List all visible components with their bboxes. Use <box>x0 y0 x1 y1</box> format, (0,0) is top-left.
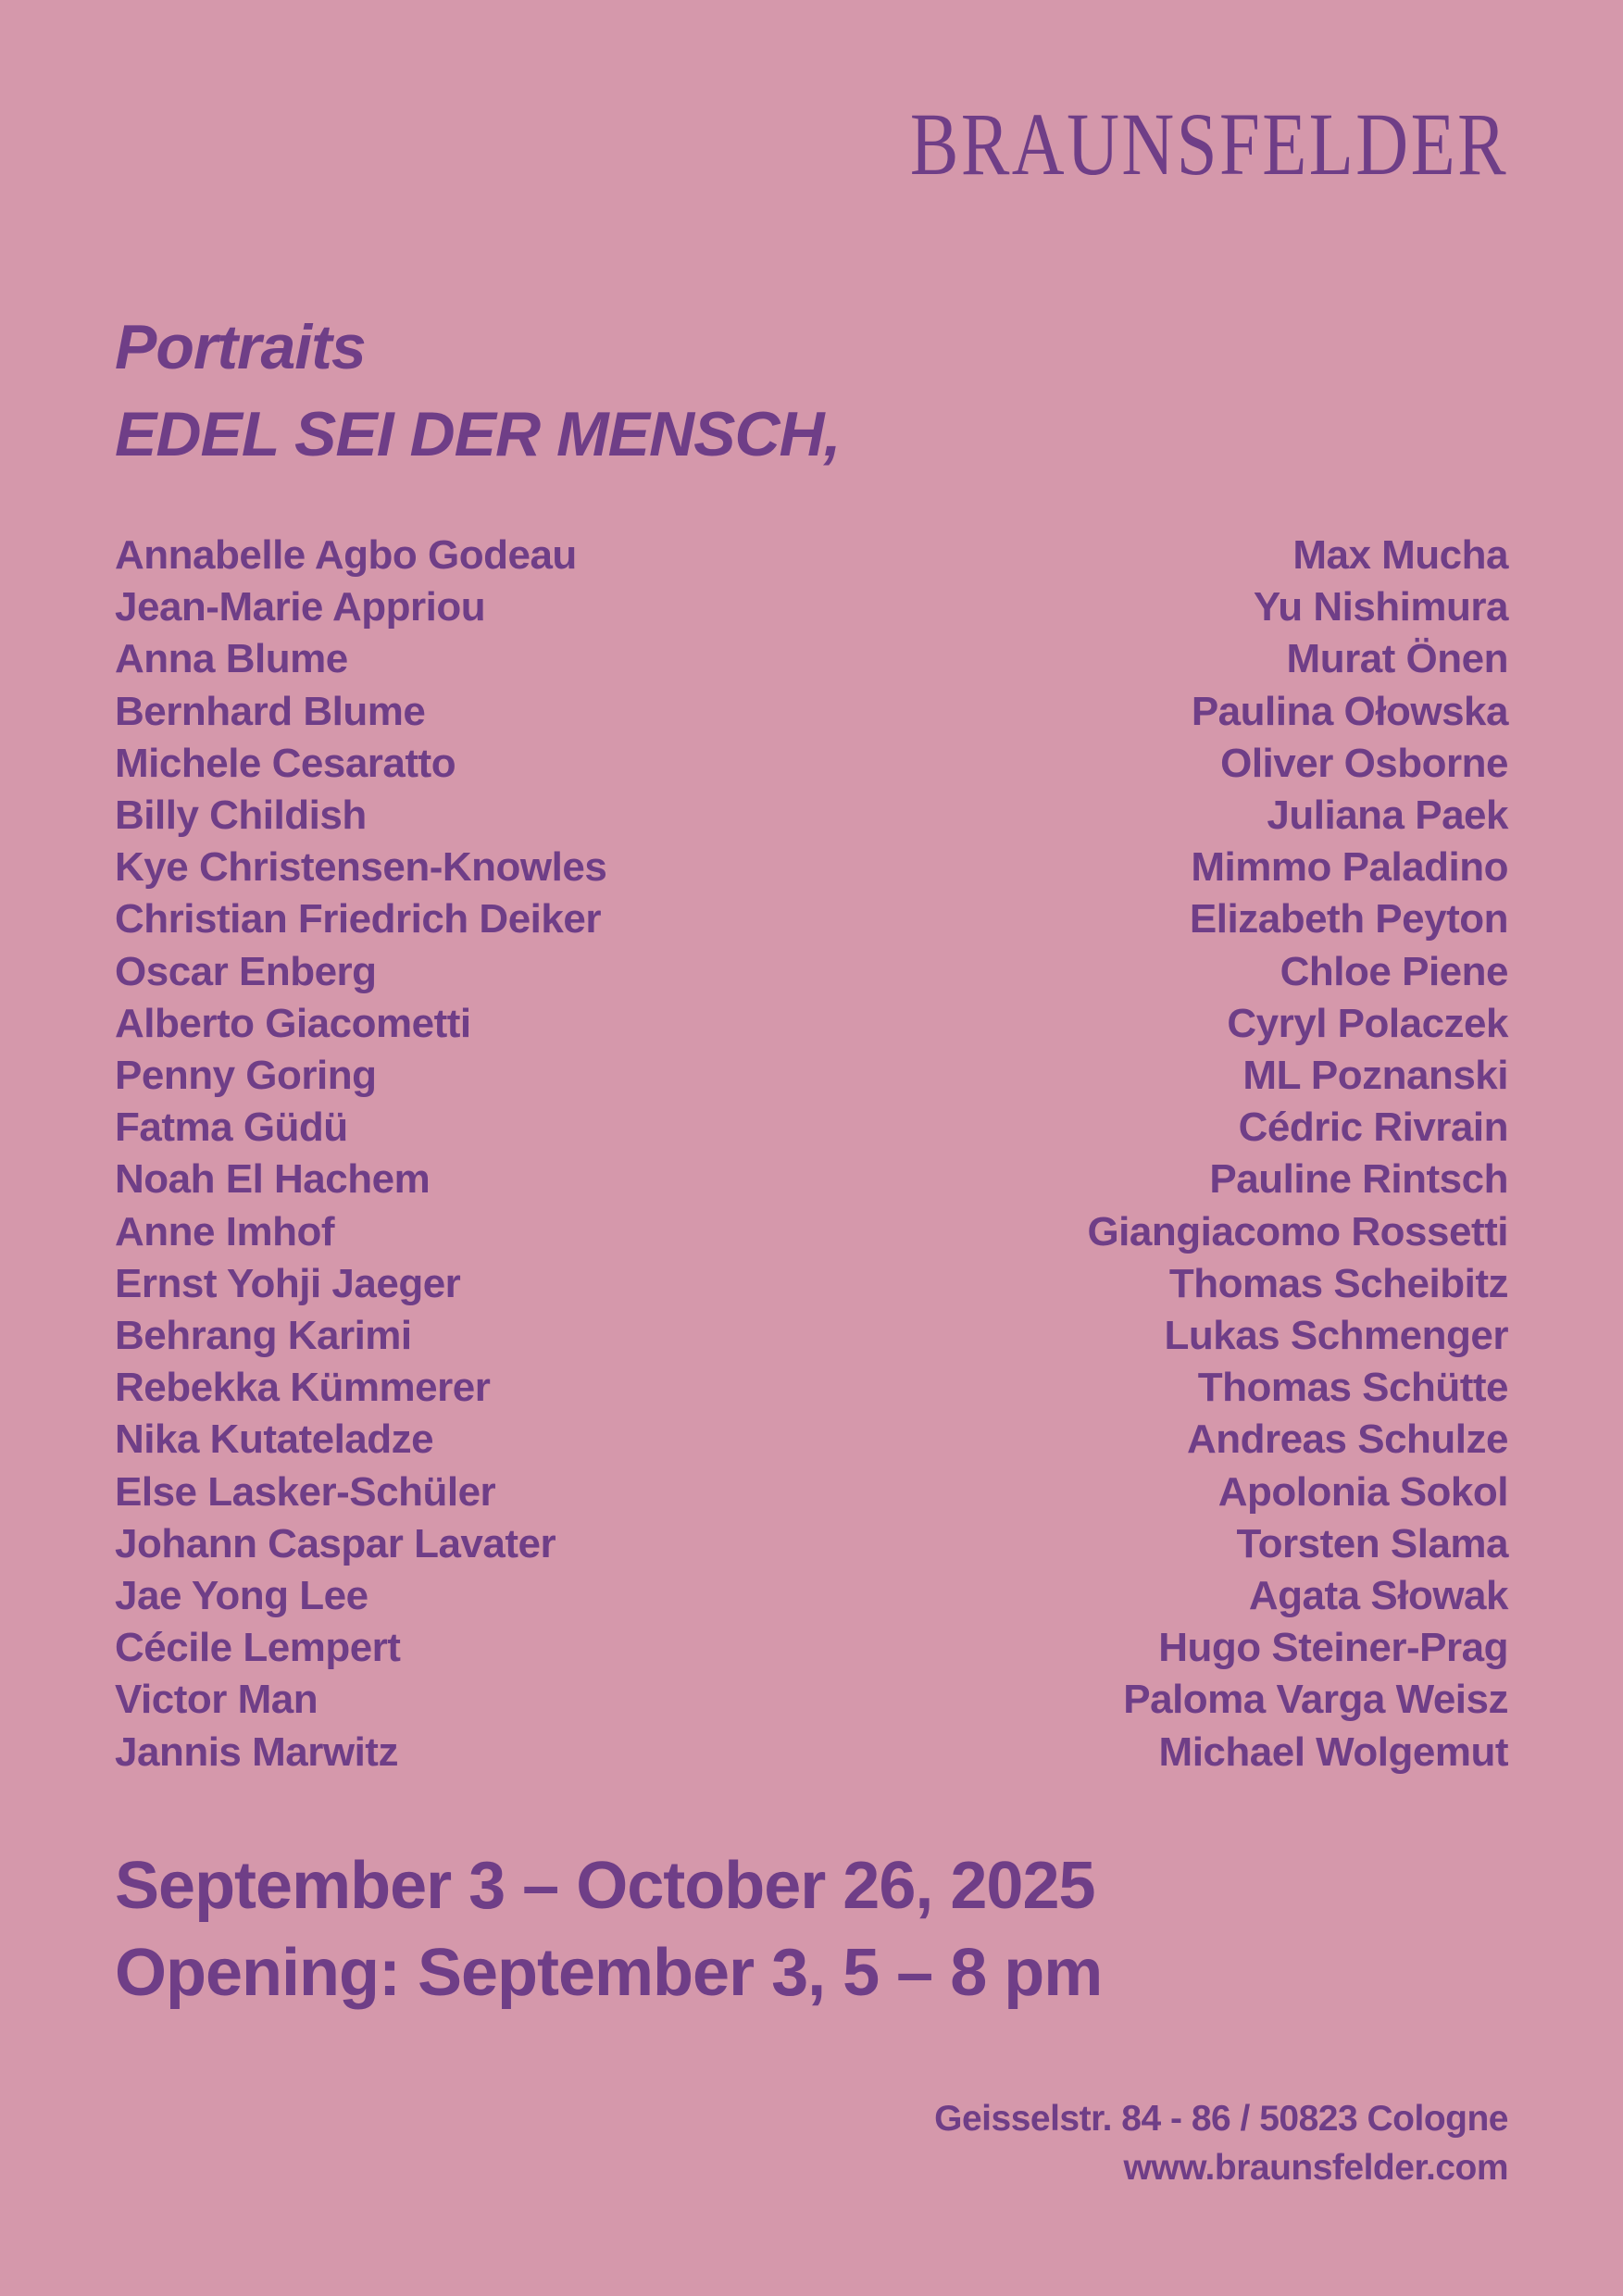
artist-name: Cédric Rivrain <box>1238 1104 1508 1151</box>
artist-name: Anna Blume <box>115 636 348 682</box>
artist-name: Behrang Karimi <box>115 1313 412 1359</box>
gallery-contact <box>934 2094 1508 2192</box>
artist-name: Pauline Rintsch <box>1209 1156 1508 1203</box>
artist-name: Mimmo Paladino <box>1191 844 1508 891</box>
artist-name: Victor Man <box>115 1677 318 1723</box>
address: Geisselstr. 84 - 86 / 50823 Cologne <box>934 2099 1508 2139</box>
artist-name: Michele Cesaratto <box>115 740 456 786</box>
artist-name: Bernhard Blume <box>115 688 426 734</box>
artist-name: Elizabeth Peyton <box>1189 896 1508 942</box>
artist-name: Oscar Enberg <box>115 948 377 994</box>
title-line-portraits: Portraits <box>115 312 366 382</box>
artist-name: Ernst Yohji Jaeger <box>115 1260 461 1306</box>
artist-name: Nika Kutateladze <box>115 1416 434 1463</box>
artist-column-right <box>1087 530 1508 1778</box>
artist-name: Johann Caspar Lavater <box>115 1520 556 1566</box>
artist-name: Murat Önen <box>1286 636 1508 682</box>
artist-name: Cécile Lempert <box>115 1625 401 1671</box>
artist-name: Paloma Varga Weisz <box>1123 1677 1508 1723</box>
artist-list <box>115 530 1508 1778</box>
artist-name: Rebekka Kümmerer <box>115 1365 491 1411</box>
artist-name: Penny Goring <box>115 1053 377 1099</box>
artist-name: Kye Christensen-Knowles <box>115 844 607 891</box>
exhibition-dates <box>115 1842 1102 2016</box>
website-link[interactable]: www.braunsfelder.com <box>1123 2148 1508 2188</box>
artist-name: Noah El Hachem <box>115 1156 431 1203</box>
artist-name: Annabelle Agbo Godeau <box>115 532 577 578</box>
artist-name: Jae Yong Lee <box>115 1573 368 1619</box>
artist-name: Cyryl Polaczek <box>1227 1000 1508 1046</box>
run-dates: September 3 – October 26, 2025 <box>115 1849 1095 1923</box>
artist-name: Christian Friedrich Deiker <box>115 896 601 942</box>
artist-name: Torsten Slama <box>1236 1520 1508 1566</box>
artist-name: Chloe Piene <box>1280 948 1508 994</box>
artist-name: Agata Słowak <box>1248 1573 1508 1619</box>
artist-name: Paulina Ołowska <box>1191 688 1508 734</box>
artist-name: Thomas Schütte <box>1197 1365 1508 1411</box>
artist-name: Alberto Giacometti <box>115 1000 471 1046</box>
artist-name: Juliana Paek <box>1267 792 1508 839</box>
artist-name: Andreas Schulze <box>1186 1416 1508 1463</box>
artist-name: Giangiacomo Rossetti <box>1087 1208 1508 1254</box>
artist-name: Anne Imhof <box>115 1208 334 1254</box>
opening-info: Opening: September 3, 5 – 8 pm <box>115 1936 1103 2010</box>
artist-name: Michael Wolgemut <box>1158 1728 1508 1775</box>
artist-name: Hugo Steiner-Prag <box>1158 1625 1508 1671</box>
gallery-logo: BRAUNSFELDER <box>909 94 1508 193</box>
artist-name: Else Lasker-Schüler <box>115 1468 496 1515</box>
artist-column-left <box>115 530 606 1778</box>
artist-name: Lukas Schmenger <box>1164 1313 1508 1359</box>
artist-name: ML Poznanski <box>1242 1053 1508 1099</box>
artist-name: Fatma Güdü <box>115 1104 348 1151</box>
artist-name: Jannis Marwitz <box>115 1728 398 1775</box>
artist-name: Oliver Osborne <box>1220 740 1508 786</box>
title-line-subtitle: EDEL SEI DER MENSCH, <box>115 399 841 469</box>
artist-name: Thomas Scheibitz <box>1168 1260 1508 1306</box>
artist-name: Yu Nishimura <box>1253 584 1508 630</box>
artist-name: Apolonia Sokol <box>1217 1468 1508 1515</box>
artist-name: Jean-Marie Appriou <box>115 584 486 630</box>
exhibition-title <box>115 304 841 478</box>
artist-name: Max Mucha <box>1292 532 1508 578</box>
artist-name: Billy Childish <box>115 792 367 839</box>
